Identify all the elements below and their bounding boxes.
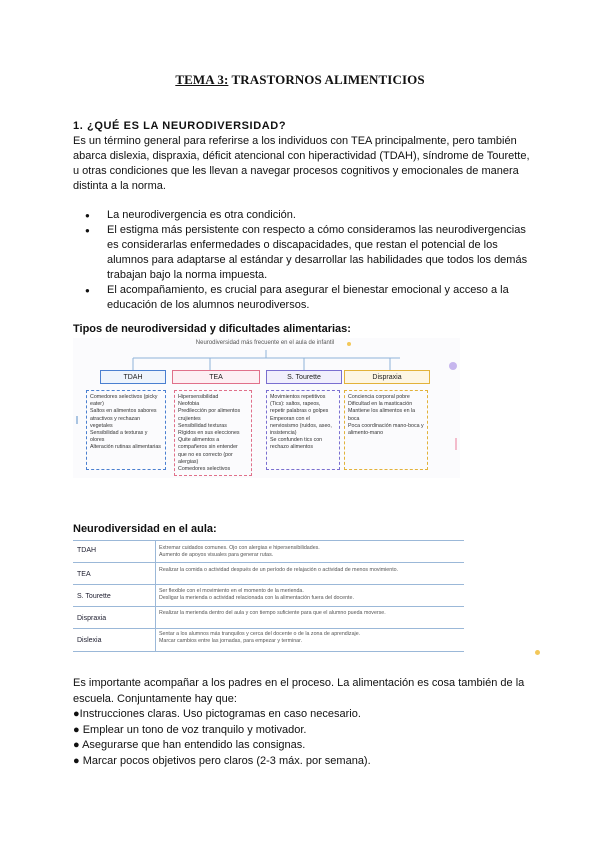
classroom-table: [73, 540, 464, 652]
row-label: TEA: [77, 571, 91, 578]
row-text: [159, 631, 459, 645]
neurodiversity-types-diagram: [73, 338, 460, 478]
list-item: Mantiene los alimentos en la boca: [348, 408, 416, 422]
bullet-item: ● La neurodivergencia es otra condición.: [73, 208, 533, 223]
table-row: [73, 628, 464, 652]
row-label: Dislexia: [77, 637, 102, 644]
row-text: [159, 567, 459, 574]
closing-section: [73, 676, 533, 769]
list-item: Alteración rutinas alimentarias: [90, 444, 161, 451]
diagram2-heading: Neurodiversidad en el aula:: [73, 523, 217, 535]
list-item: Quite alimentos a compañeros sin entender que no es correcto (por alergias): [178, 437, 238, 465]
list-item: Sensibilidad a texturas y olores: [90, 430, 148, 444]
column-divider: [155, 540, 156, 651]
section1-heading: 1. ¿QUÉ ES LA NEURODIVERSIDAD?: [73, 120, 287, 132]
row-label: S. Tourette: [77, 593, 111, 600]
page-title: [0, 72, 600, 88]
closing-item: ● Emplear un tono de voz tranquilo y motivador.: [73, 723, 307, 736]
closing-item: ● Marcar pocos objetivos pero claros (2-3 máx. por semana).: [73, 754, 371, 767]
closing-item: ●Instrucciones claras. Uso pictogramas en caso necesario.: [73, 708, 361, 720]
row-text-line: Extremar cuidados comunes. Ojo con alergias e hipersensibilidades.: [159, 545, 320, 551]
row-text-line: Realizar la comida o actividad después de un período de relajación o actividad de menos movimiento.: [159, 567, 399, 573]
diagram1-root: Neurodiversidad más frecuente en el aula de infantil: [195, 340, 335, 346]
row-text-line: Ser flexible con el movimiento en el momento de la merienda.: [159, 588, 304, 594]
table-row: [73, 562, 464, 585]
column-header-tea: TEA: [172, 370, 260, 384]
bullet-item: ● El estigma más persistente con respecto a cómo consideramos las neurodivergencias es considerarlas enfermedades o discapacidades, que restan el potencial de los alumnos para adaptarse al estándar y desarrollar las habilidades que todos los demás trabajan bajo la norma impuesta.: [73, 223, 533, 283]
column-header-dispraxia: Dispraxia: [344, 370, 430, 384]
row-text-line: Sentar a los alumnos más tranquilos y cerca del docente o de la zona de aprendizaje.: [159, 631, 361, 637]
row-text-line: Desligar la merienda o actividad relacionada con la alimentación fuera del docente.: [159, 595, 354, 601]
list-item: Se confunden tics con rechazo alimentos: [270, 437, 323, 451]
row-label: TDAH: [77, 547, 97, 554]
list-item: Comedores selectivos: [178, 466, 231, 473]
list-item: Dificultad en la masticación: [348, 401, 413, 408]
table-row: [73, 606, 464, 629]
list-item: Movimientos repetitivos (Tics): saltos, rapeos, repetir palabras o golpes: [270, 394, 329, 415]
table-row: [73, 540, 464, 563]
row-text-line: Marcar cambios entre las jornadas, para empezar y terminar.: [159, 638, 303, 644]
row-text-line: Realizar la merienda dentro del aula y con tiempo suficiente para que el alumno pueda moverse.: [159, 610, 386, 616]
list-item: Neofobia: [178, 401, 200, 408]
list-item: Poca coordinación mano-boca y alimento-mano: [348, 422, 424, 437]
decor-dot: [449, 362, 457, 370]
row-text: [159, 545, 459, 559]
row-text-line: Aumento de apoyos visuales para generar rutas.: [159, 552, 274, 558]
list-item: Rígidos en sus elecciones: [178, 430, 240, 437]
list-item: Predilección por alimentos crujientes: [178, 408, 241, 422]
column-header-tdah: TDAH: [100, 370, 166, 384]
column-box-dispraxia: [344, 390, 428, 470]
row-label: Dispraxia: [77, 615, 107, 622]
closing-intro: Es importante acompañar a los padres en el proceso. La alimentación es cosa también de la escuela. Conjuntamente hay que:: [73, 677, 525, 705]
column-box-tourette: [266, 390, 340, 470]
decor-dot: [535, 650, 540, 655]
list-item: Empeoran con el nerviosismo (ruidos, aseo, insistencia): [270, 415, 332, 437]
column-box-tdah: [86, 390, 166, 470]
closing-item: ● Asegurarse que han entendido las consignas.: [73, 739, 306, 751]
title-rest: TRASTORNOS ALIMENTICIOS: [228, 72, 425, 87]
diagram1-heading: Tipos de neurodiversidad y dificultades alimentarias:: [73, 323, 351, 335]
row-text: [159, 610, 459, 617]
list-item: Comedores selectivos (picky eater): [90, 394, 158, 408]
row-text: [159, 588, 459, 602]
section1-intro: Es un término general para referirse a los individuos con TEA principalmente, pero también abarca dislexia, dispraxia, déficit atencional con hiperactividad (TDAH), síndrome de Tourette, u otras condiciones que les llevan a navegar procesos cognitivos y emocionales de manera distinta a la norma.: [73, 135, 530, 192]
list-item: Conciencia corporal pobre: [348, 394, 410, 400]
list-item: Hipersensibilidad: [178, 394, 219, 400]
column-header-tourette: S. Tourette: [266, 370, 342, 384]
section1-bullet-list: [73, 208, 533, 313]
list-item: Saltos en alimentos sabores atractivos y rechazan vegetales: [90, 408, 157, 429]
bullet-item: ● El acompañamiento, es crucial para asegurar el bienestar emocional y acceso a la educación de los alumnos neurodiversos.: [73, 283, 533, 313]
list-item: Sensibilidad texturas: [178, 422, 227, 429]
table-row: [73, 584, 464, 607]
column-box-tea: [174, 390, 252, 476]
title-prefix: TEMA 3:: [175, 72, 229, 87]
